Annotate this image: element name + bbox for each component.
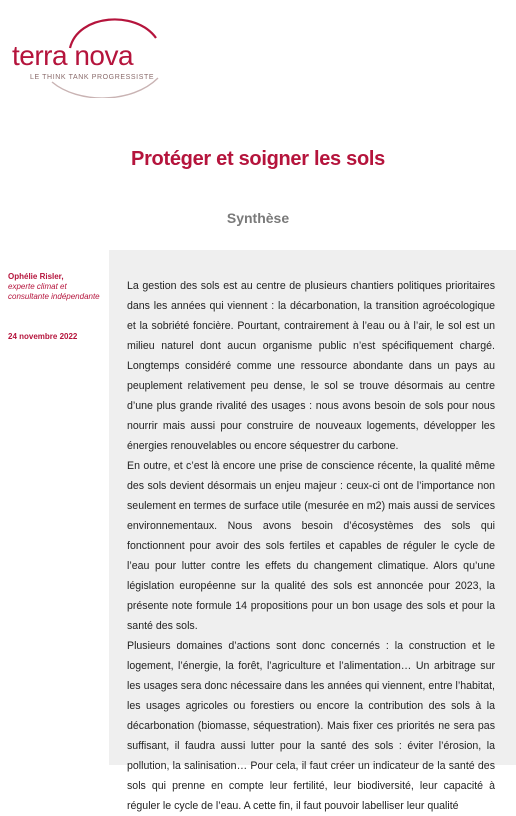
page-subtitle: Synthèse bbox=[226, 210, 290, 226]
author-role: experte climat et consultante indépendante bbox=[8, 282, 100, 301]
author-name: Ophélie Risler, bbox=[8, 272, 64, 281]
synthesis-panel bbox=[109, 250, 516, 812]
publication-date: 24 novembre 2022 bbox=[8, 332, 78, 341]
body-paragraph: La gestion des sols est au centre de plusieurs chantiers politiques prioritaires dans les années qui viennent : la décarbonation, la transition agroécologique et la sobriété foncière. Pourtant, contrairement à l’eau ou à l’air, le sol est un milieu naturel dont aucun organisme public n’est spécifiquement chargé. Longtemps considéré comme une ressource abondante dans un pays au peuplement relativement peu dense, le sol se trouve désormais au centre d’une plus grande rivalité des usages : nous avons besoin de sols pour nous nourrir mais aussi pour construire de nouveaux logements, développer les énergies renouvelables ou encore séquestrer du carbone. bbox=[127, 280, 495, 452]
synthesis-body bbox=[127, 276, 495, 816]
logo-name: terra nova bbox=[12, 40, 134, 71]
body-paragraph: Plusieurs domaines d’actions sont donc concernés : la construction et le logement, l’énergie, la forêt, l’agriculture et l’alimentation… Un arbitrage sur les usages sera donc nécessaire dans les années qui viennent, entre l’habitat, les usages agricoles ou forestiers ou encore la contribution des sols à la décarbonation (biomasse, séquestration). Mais fixer ces priorités ne sera pas suffisant, il faudra aussi lutter pour la santé des sols : éviter l’érosion, la pollution, la salinisation… Pour cela, il faut créer un indicateur de la santé des sols qui prenne en compte leur fertilité, leur biodiversité, leur capacité à réguler le cycle de l’eau. A cette fin, il faut pouvoir labelliser leur qualité bbox=[127, 640, 495, 812]
logo-tagline: LE THINK TANK PROGRESSISTE bbox=[30, 74, 155, 81]
page-title: Protéger et soigner les sols bbox=[131, 148, 385, 170]
body-paragraph: En outre, et c’est là encore une prise de conscience récente, la qualité même des sols devient désormais un enjeu majeur : ceux-ci ont de l’importance non seulement en termes de surface utile (mesurée en m2) mais aussi de services environnementaux. Nous avons besoin d’écosystèmes des sols qui fonctionnent pour avoir des sols fertiles et capables de réguler le cycle de l’eau pour lutter contre les effets du changement climatique. Alors qu’une législation européenne sur la qualité des sols est annoncée pour 2023, la présente note formule 14 propositions pour un bon usage des sols et pour la santé des sols. bbox=[127, 460, 495, 632]
terra-nova-logo bbox=[8, 8, 168, 98]
author-sidebar bbox=[8, 272, 108, 342]
